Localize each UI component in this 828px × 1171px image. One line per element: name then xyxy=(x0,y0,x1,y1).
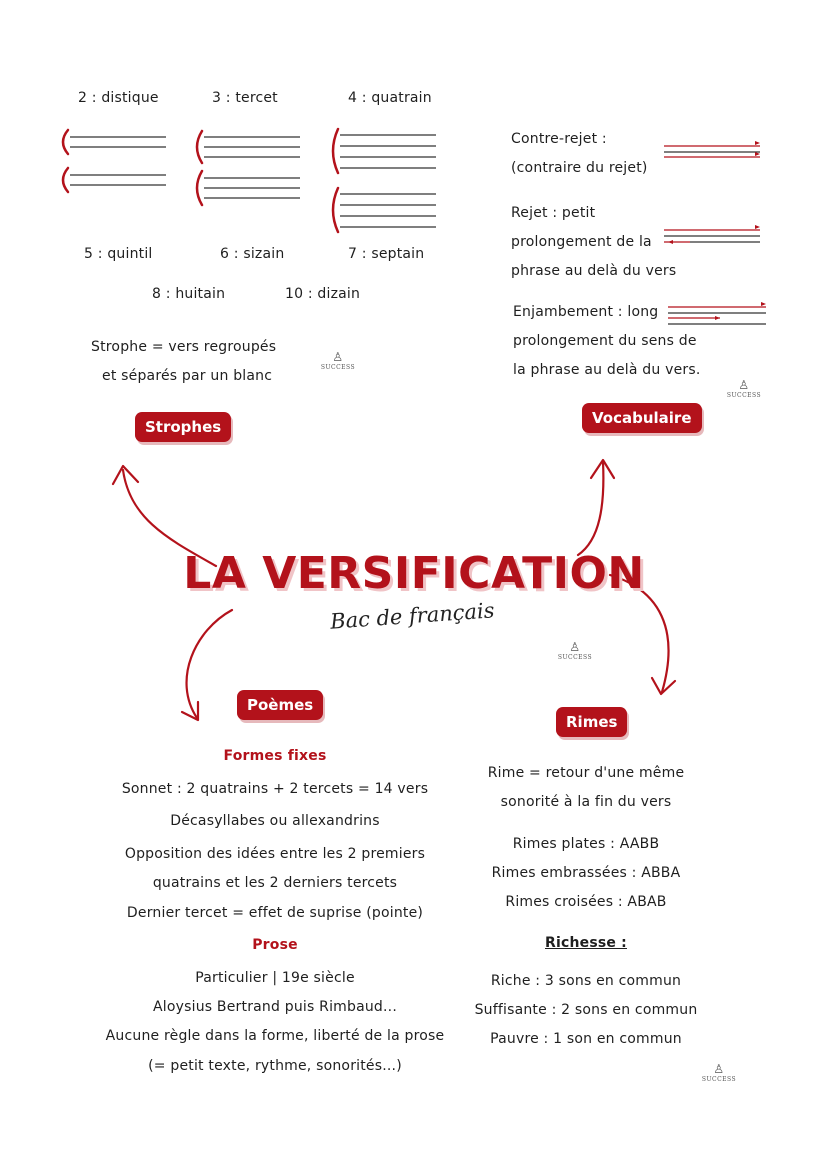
strophe-type-tercet: 3 : tercet xyxy=(212,90,278,106)
rime-type: Rimes embrassées : ABBA xyxy=(491,865,681,881)
enjambement-line3: la phrase au delà du vers. xyxy=(513,362,701,378)
formes-fixes-line: Opposition des idées entre les 2 premiers xyxy=(124,846,426,862)
contre-rejet-line1: Contre-rejet : xyxy=(511,131,607,147)
enjambement-line2: prolongement du sens de xyxy=(513,333,697,349)
formes-fixes-line: Décasyllabes ou allexandrins xyxy=(170,813,380,829)
vocabulaire-button[interactable]: Vocabulaire xyxy=(582,403,702,433)
strophe-type-distique: 2 : distique xyxy=(78,90,159,106)
bracket xyxy=(197,131,202,163)
strophe-type-huitain: 8 : huitain xyxy=(152,286,226,302)
page-subtitle: Bac de français xyxy=(329,598,496,634)
bracket xyxy=(63,130,68,154)
rime-type: Rimes plates : AABB xyxy=(512,836,660,852)
formes-fixes-line: Sonnet : 2 quatrains + 2 tercets = 14 vers xyxy=(121,781,429,797)
prose-line: Aloysius Bertrand puis Rimbaud... xyxy=(153,999,397,1015)
rejet-line1: Rejet : petit xyxy=(511,205,596,221)
strophe-type-quatrain: 4 : quatrain xyxy=(348,90,432,106)
rejet-line3: phrase au delà du vers xyxy=(511,263,677,279)
formes-fixes-line: quatrains et les 2 derniers tercets xyxy=(152,875,398,891)
strophe-type-sizain: 6 : sizain xyxy=(220,246,285,262)
strophe-type-dizain: 10 : dizain xyxy=(285,286,361,302)
strophe-definition-line2: et séparés par un blanc xyxy=(102,368,273,384)
prose-heading: Prose xyxy=(252,937,298,953)
bracket xyxy=(197,171,202,205)
page-title: LA VERSIFICATION xyxy=(183,548,645,599)
rimes-button[interactable]: Rimes xyxy=(556,707,627,737)
enjambement-line1: Enjambement : long xyxy=(513,304,659,320)
arrow-to-vocabulaire xyxy=(578,462,603,555)
success-logo: ♙ SUCCESS xyxy=(320,350,356,371)
strophes-button[interactable]: Strophes xyxy=(135,412,231,442)
richesse-heading: Richesse : xyxy=(545,935,627,951)
poemes-button[interactable]: Poèmes xyxy=(237,690,323,720)
prose-line: (= petit texte, rythme, sonorités...) xyxy=(148,1058,402,1074)
prose-line: Aucune règle dans la forme, liberté de la prose xyxy=(105,1028,445,1044)
strophe-definition-line1: Strophe = vers regroupés xyxy=(91,339,277,355)
strophe-type-quintil: 5 : quintil xyxy=(84,246,153,262)
richesse-line: Suffisante : 2 sons en commun xyxy=(474,1002,698,1018)
rime-definition-line: Rime = retour d'une même xyxy=(487,765,685,781)
arrow-to-poemes xyxy=(187,610,232,718)
formes-fixes-line: Dernier tercet = effet de suprise (pointe) xyxy=(126,905,424,921)
prose-line: Particulier | 19e siècle xyxy=(195,970,355,986)
rime-type: Rimes croisées : ABAB xyxy=(505,894,667,910)
contre-rejet-line2: (contraire du rejet) xyxy=(511,160,648,176)
formes-fixes-heading: Formes fixes xyxy=(223,748,327,764)
rejet-line2: prolongement de la xyxy=(511,234,652,250)
rime-definition-line: sonorité à la fin du vers xyxy=(500,794,672,810)
success-logo: ♙ SUCCESS xyxy=(557,640,593,661)
richesse-line: Riche : 3 sons en commun xyxy=(490,973,682,989)
strophe-type-septain: 7 : septain xyxy=(348,246,425,262)
success-logo: ♙ SUCCESS xyxy=(701,1062,737,1083)
bracket xyxy=(333,188,338,232)
bracket xyxy=(63,168,68,192)
bracket xyxy=(333,129,338,173)
success-logo: ♙ SUCCESS xyxy=(726,378,762,399)
richesse-line: Pauvre : 1 son en commun xyxy=(490,1031,682,1047)
